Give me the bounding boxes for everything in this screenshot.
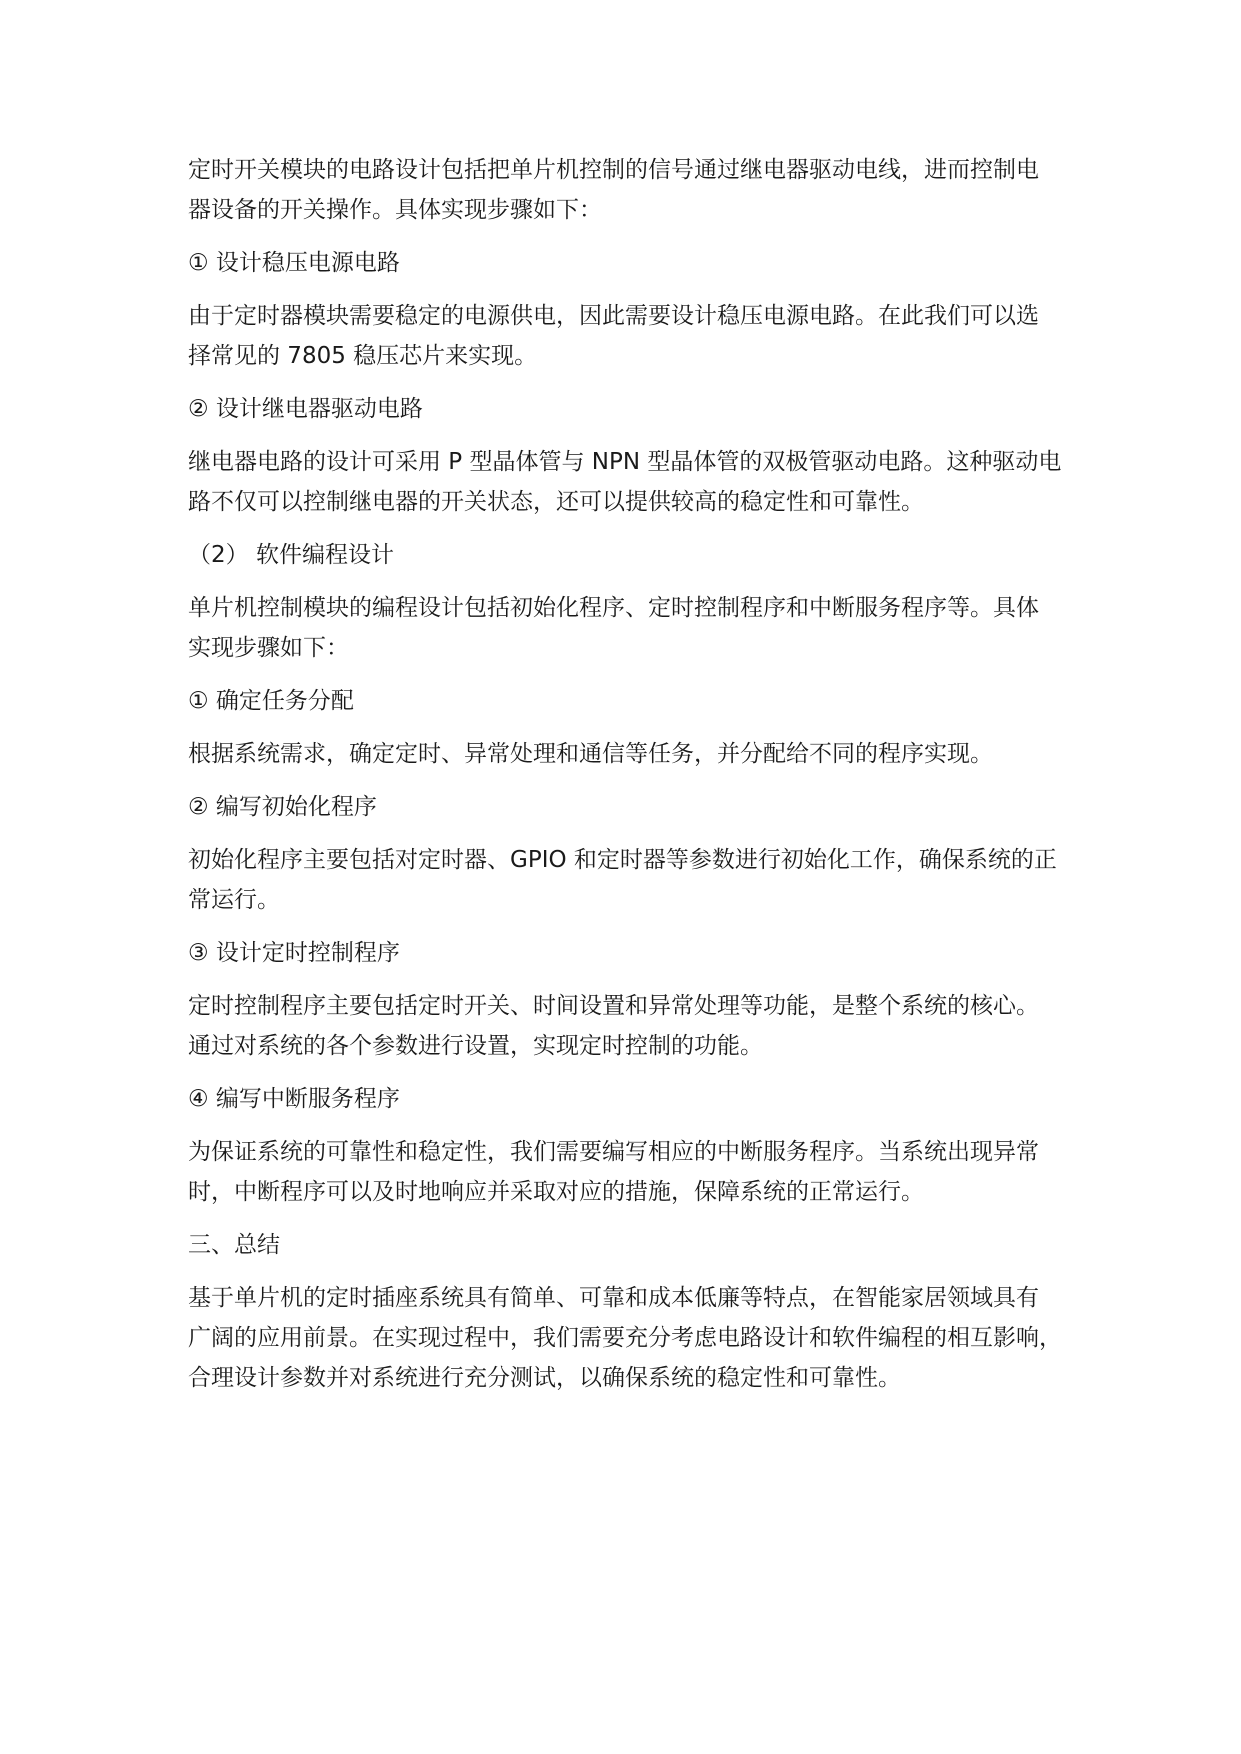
text-line: 路不仅可以控制继电器的开关状态，还可以提供较高的稳定性和可靠性。 bbox=[188, 489, 924, 515]
text-line: 为保证系统的可靠性和稳定性，我们需要编写相应的中断服务程序。当系统出现异常 bbox=[188, 1139, 1039, 1165]
text-line: 广阔的应用前景。在实现过程中，我们需要充分考虑电路设计和软件编程的相互影响， bbox=[188, 1325, 1062, 1351]
text-line: ① 确定任务分配 bbox=[188, 688, 354, 714]
text-line: 单片机控制模块的编程设计包括初始化程序、定时控制程序和中断服务程序等。具体 bbox=[188, 595, 1039, 621]
heading-task-allocation bbox=[188, 681, 1088, 721]
heading-summary bbox=[188, 1225, 1088, 1265]
text-line: 通过对系统的各个参数进行设置，实现定时控制的功能。 bbox=[188, 1033, 763, 1059]
text-line: 三、总结 bbox=[188, 1232, 280, 1258]
text-line: ④ 编写中断服务程序 bbox=[188, 1086, 400, 1112]
text-line: ② 编写初始化程序 bbox=[188, 794, 377, 820]
paragraph-relay-circuit-intro bbox=[188, 150, 1088, 230]
heading-timer-control bbox=[188, 933, 1088, 973]
text-line: ① 设计稳压电源电路 bbox=[188, 250, 400, 276]
paragraph-regulator-power bbox=[188, 296, 1088, 376]
text-line: 初始化程序主要包括对定时器、GPIO 和定时器等参数进行初始化工作，确保系统的正 bbox=[188, 847, 1057, 873]
paragraph-relay-driver bbox=[188, 442, 1088, 522]
paragraph-software-design bbox=[188, 588, 1088, 668]
paragraph-timer-control bbox=[188, 986, 1088, 1066]
text-line: （2） 软件编程设计 bbox=[188, 542, 394, 568]
heading-interrupt-service bbox=[188, 1079, 1088, 1119]
text-line: 根据系统需求，确定定时、异常处理和通信等任务，并分配给不同的程序实现。 bbox=[188, 741, 993, 767]
heading-init-program bbox=[188, 787, 1088, 827]
text-line: 器设备的开关操作。具体实现步骤如下： bbox=[188, 197, 602, 223]
text-line: 定时开关模块的电路设计包括把单片机控制的信号通过继电器驱动电线，进而控制电 bbox=[188, 157, 1039, 183]
text-line: 常运行。 bbox=[188, 887, 280, 913]
document-page bbox=[188, 150, 1088, 1398]
heading-regulator-power bbox=[188, 243, 1088, 283]
heading-relay-driver bbox=[188, 389, 1088, 429]
text-line: 择常见的 7805 稳压芯片来实现。 bbox=[188, 343, 538, 369]
text-line: 由于定时器模块需要稳定的电源供电，因此需要设计稳压电源电路。在此我们可以选 bbox=[188, 303, 1039, 329]
text-line: ③ 设计定时控制程序 bbox=[188, 940, 400, 966]
heading-software-design bbox=[188, 535, 1088, 575]
text-line: 合理设计参数并对系统进行充分测试，以确保系统的稳定性和可靠性。 bbox=[188, 1365, 901, 1391]
text-line: 时，中断程序可以及时地响应并采取对应的措施，保障系统的正常运行。 bbox=[188, 1179, 924, 1205]
text-line: 继电器电路的设计可采用 P 型晶体管与 NPN 型晶体管的双极管驱动电路。这种驱动电 bbox=[188, 449, 1062, 475]
paragraph-summary bbox=[188, 1278, 1088, 1398]
paragraph-interrupt-service bbox=[188, 1132, 1088, 1212]
paragraph-task-allocation bbox=[188, 734, 1088, 774]
text-line: 实现步骤如下： bbox=[188, 635, 349, 661]
paragraph-init-program bbox=[188, 840, 1088, 920]
text-line: 基于单片机的定时插座系统具有简单、可靠和成本低廉等特点，在智能家居领域具有 bbox=[188, 1285, 1039, 1311]
text-line: ② 设计继电器驱动电路 bbox=[188, 396, 423, 422]
text-line: 定时控制程序主要包括定时开关、时间设置和异常处理等功能，是整个系统的核心。 bbox=[188, 993, 1039, 1019]
